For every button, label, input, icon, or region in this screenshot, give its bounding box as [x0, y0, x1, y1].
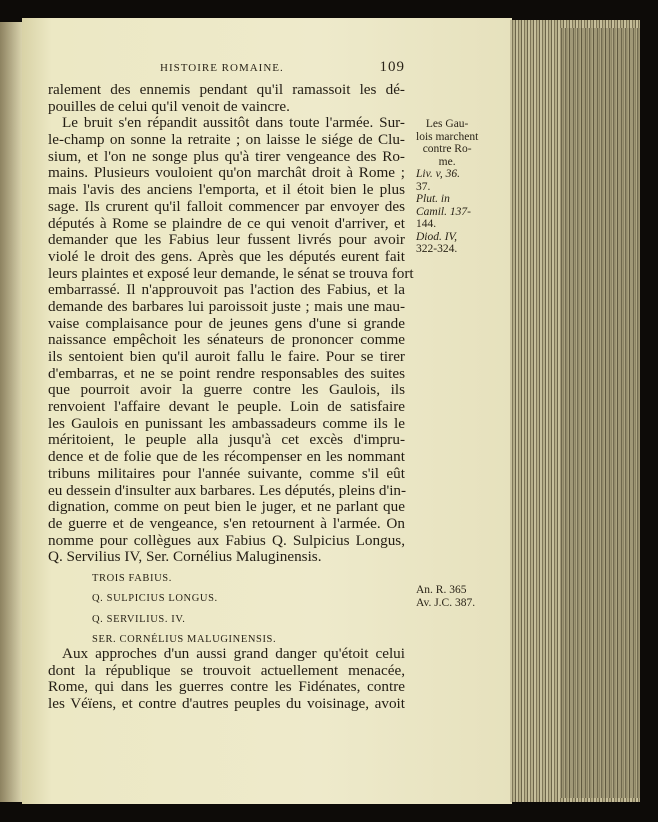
- text-line: le-champ on sonne la retraite ; on laisse le siége de Clu-: [48, 131, 405, 149]
- margin-note-line: lois marchent: [416, 130, 479, 143]
- text-line: sium, et l'on ne songe plus qu'à tirer vengeance des Ro-: [48, 147, 405, 165]
- text-line: députés à Rome se plaindre de ce qui venoit d'arriver, et: [48, 214, 405, 232]
- margin-note-line: Plut. in: [416, 193, 450, 205]
- text-line: d'embarras, et ne se point rendre responsables des suites: [48, 364, 405, 382]
- text-line: demande des barbares lui paroissoit juste ; mais une mau-: [48, 297, 405, 315]
- tribunes-list: [92, 573, 276, 654]
- margin-note-line: me.: [438, 155, 456, 168]
- name-item: SER. CORNÉLIUS MALUGINENSIS.: [92, 633, 277, 645]
- text-line: Aux approches d'un aussi grand danger qu'étoit celui: [62, 645, 405, 662]
- name-item: Q. SERVILIUS. IV.: [92, 613, 186, 625]
- text-line: violé le droit des gens. Après que les députés eurent fait: [48, 247, 405, 265]
- text-line: Rome, qui dans les guerres contre les Fidénates, contre: [48, 678, 405, 696]
- margin-note-line: 144.: [416, 218, 437, 230]
- name-item: TROIS FABIUS.: [92, 573, 172, 584]
- text-line: tribuns militaires pour l'année suivante, comme s'il eût: [48, 464, 405, 482]
- page-number: 109: [379, 59, 405, 75]
- text-line: sage. Ils crurent qu'il falloit commencer par envoyer des: [48, 197, 405, 215]
- text-line: ils sentoient bien qu'il auroit fallu le faire. Pour se tirer: [48, 348, 405, 365]
- text-line: méritoient, le peuple alla jusqu'à cet excès d'impru-: [48, 431, 405, 449]
- text-line: demander que les Fabius leur fussent livrés pour avoir: [48, 231, 405, 249]
- margin-note-date: [416, 584, 475, 609]
- text-line: de guerre et de vengeance, s'en retournent à l'armée. On: [48, 514, 405, 532]
- text-line: les Gaulois en punissant les ambassadeurs comme ils le: [48, 414, 405, 432]
- margin-note-line: 37.: [416, 180, 431, 193]
- margin-note-line: Liv. v, 36.: [416, 168, 460, 180]
- text-line: dont la république se trouvoit actuellement menacée,: [48, 661, 405, 679]
- margin-note-line: contre Ro-: [422, 143, 472, 155]
- name-item: Q. SULPICIUS LONGUS.: [92, 593, 218, 605]
- margin-note-line: Av. J.C. 387.: [416, 596, 476, 609]
- margin-note-line: Diod. IV,: [416, 230, 457, 243]
- main-text-continued: [48, 646, 405, 713]
- text-line: mains. Plusieurs vouloient qu'on marchât droit à Rome ;: [48, 164, 405, 182]
- margin-note-line: Les Gau-: [425, 118, 469, 130]
- text-line: ralement des ennemis pendant qu'il ramassoit les dé-: [48, 81, 405, 98]
- margin-note-line: An. R. 365: [416, 584, 467, 596]
- text-line: les Véïens, et contre d'autres peuples du voisinage, avoit: [48, 695, 405, 713]
- running-title: HISTOIRE ROMAINE.: [160, 62, 284, 74]
- margin-note-line: 322-324.: [416, 243, 458, 255]
- text-line: embarrassé. Il n'approuvoit pas l'action des Fabius, et la: [48, 281, 405, 299]
- text-line: Q. Servilius IV, Ser. Cornélius Maluginensis.: [48, 548, 322, 566]
- margin-note-line: Camil. 137-: [416, 205, 471, 218]
- text-line: que pourroit avoir la guerre contre les Gaulois, ils: [48, 381, 405, 399]
- text-line: pouilles de celui qu'il venoit de vaincre.: [48, 97, 290, 115]
- text-line: eu dessein d'insulter aux barbares. Les députés, pleins d'in-: [48, 481, 407, 499]
- text-line: vaise complaisance pour de jeunes gens d'une si grande: [48, 314, 405, 332]
- text-line: nomme pour collègues aux Fabius Q. Sulpicius Longus,: [48, 531, 405, 549]
- text-line: renvoient l'affaire devant le peuple. Loin de satisfaire: [48, 398, 405, 416]
- margin-note-gauls: [416, 118, 478, 256]
- text-line: leurs plaintes et exposé leur demande, le sénat se trouva fort: [48, 264, 414, 282]
- page-edges-shadow: [560, 28, 640, 798]
- text-line: mais l'avis des anciens l'emporta, et il étoit bien le plus: [48, 181, 405, 199]
- text-line: Le bruit s'en répandit aussitôt dans toute l'armée. Sur-: [62, 114, 405, 132]
- main-text: [48, 81, 414, 566]
- text-line: dence et de folie que de les récompenser en les nommant: [48, 448, 405, 466]
- text-line: naissance empêchoit les sénateurs de prononcer comme: [48, 331, 405, 349]
- facing-page-edge: [0, 22, 22, 802]
- text-line: dignation, comme on peut bien le juger, et ne parlant que: [48, 498, 405, 516]
